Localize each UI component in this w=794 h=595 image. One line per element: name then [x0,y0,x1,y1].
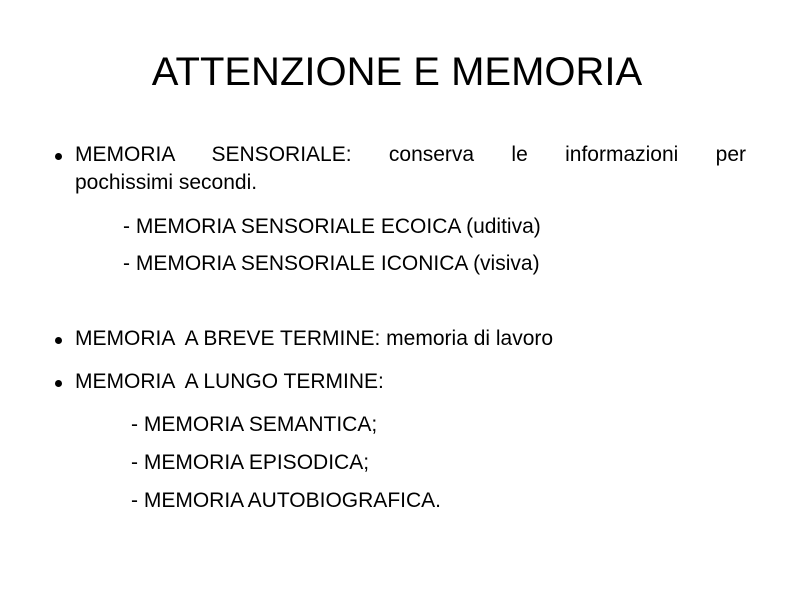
subitem: - MEMORIA SENSORIALE ICONICA (visiva) [123,252,540,275]
bullet-icon [55,337,62,344]
subitem: - MEMORIA SENSORIALE ECOICA (uditiva) [123,215,541,238]
bullet-icon [55,380,62,387]
list-item-line: MEMORIA A BREVE TERMINE: memoria di lavoro [75,327,554,350]
list-item-line: MEMORIA A LUNGO TERMINE: [75,370,384,393]
subitem: - MEMORIA SEMANTICA; [131,413,378,436]
list-item-line: pochissimi secondi. [75,171,258,194]
bullet-icon [55,153,62,160]
subitem: - MEMORIA AUTOBIOGRAFICA. [131,489,441,512]
slide-title: ATTENZIONE E MEMORIA [151,50,643,94]
subitem: - MEMORIA EPISODICA; [131,451,370,474]
list-item-line: MEMORIA SENSORIALE: conserva le informazioni per [75,143,746,166]
